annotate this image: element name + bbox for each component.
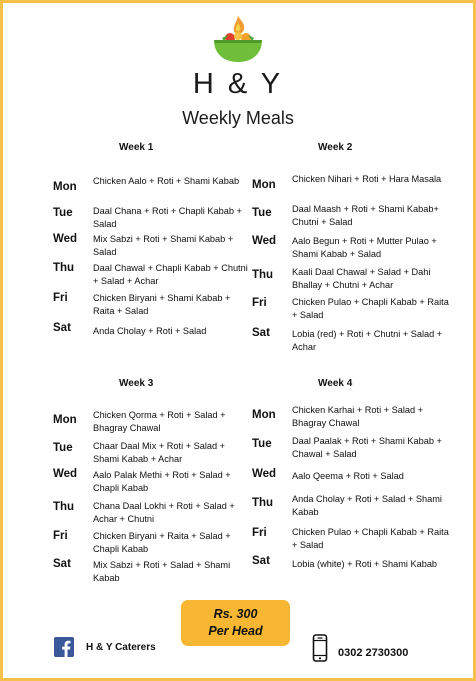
meal-text: Chicken Biryani + Shami Kabab + Raita + Salad bbox=[93, 293, 231, 316]
meal-text: Daal Chana + Roti + Chapli Kabab + Salad bbox=[93, 206, 242, 229]
meal-text: Aalo Qeema + Roti + Salad bbox=[292, 471, 404, 481]
meal-text: Chicken Qorma + Roti + Salad + Bhagray Chawal bbox=[93, 410, 226, 433]
day-label: Thu bbox=[252, 497, 274, 509]
day-label: Thu bbox=[53, 501, 75, 513]
meal-text: Mix Sabzi + Roti + Shami Kabab + Salad bbox=[93, 234, 234, 257]
meal-text: Anda Cholay + Roti + Salad bbox=[93, 326, 207, 336]
week-title: Week 4 bbox=[318, 378, 353, 389]
day-label: Thu bbox=[53, 262, 75, 274]
week-title: Week 1 bbox=[119, 142, 154, 153]
day-label: Mon bbox=[53, 181, 77, 193]
day-label: Tue bbox=[53, 207, 73, 219]
day-label: Thu bbox=[252, 269, 274, 281]
meal-text: Chicken Pulao + Chapli Kabab + Raita + Salad bbox=[292, 297, 449, 320]
day-label: Sat bbox=[252, 327, 270, 339]
meal-text: Chaar Daal Mix + Roti + Salad + Shami Kabab + Achar bbox=[93, 441, 226, 464]
week-title: Week 2 bbox=[318, 142, 353, 153]
day-label: Mon bbox=[252, 409, 276, 421]
meal-text: Chicken Karhai + Roti + Salad + Bhagray Chawal bbox=[292, 405, 423, 428]
day-label: Fri bbox=[252, 297, 267, 309]
day-label: Sat bbox=[53, 322, 71, 334]
meal-text: Chicken Aalo + Roti + Shami Kabab bbox=[93, 176, 240, 186]
day-label: Fri bbox=[53, 292, 68, 304]
week-title: Week 3 bbox=[119, 378, 154, 389]
day-label: Sat bbox=[53, 558, 71, 570]
facebook-page-name[interactable]: H & Y Caterers bbox=[86, 642, 156, 653]
meal-text: Aalo Palak Methi + Roti + Salad + Chapli Kabab bbox=[93, 470, 231, 493]
day-label: Wed bbox=[53, 233, 78, 245]
meal-text: Chicken Pulao + Chapli Kabab + Raita + Salad bbox=[292, 527, 449, 550]
price-badge bbox=[181, 600, 290, 646]
brand-title: H & Y bbox=[192, 68, 284, 100]
day-label: Tue bbox=[53, 442, 73, 454]
day-label: Mon bbox=[53, 414, 77, 426]
day-label: Mon bbox=[252, 179, 276, 191]
day-label: Tue bbox=[252, 438, 272, 450]
day-label: Wed bbox=[252, 468, 277, 480]
price-amount: Rs. 300 bbox=[213, 607, 258, 621]
price-unit: Per Head bbox=[208, 624, 263, 638]
day-label: Fri bbox=[252, 527, 267, 539]
meal-text: Daal Maash + Roti + Shami Kabab+ Chutni + Salad bbox=[292, 204, 439, 227]
meal-text: Aalo Begun + Roti + Mutter Pulao + Shami Kabab + Salad bbox=[292, 236, 437, 259]
bowl-logo-icon bbox=[208, 14, 268, 66]
facebook-icon[interactable] bbox=[54, 637, 74, 657]
day-label: Wed bbox=[53, 468, 78, 480]
meal-text: Lobia (white) + Roti + Shami Kabab bbox=[292, 559, 438, 569]
day-label: Sat bbox=[252, 555, 270, 567]
meal-text: Kaali Daal Chawal + Salad + Dahi Bhallay + Chutni + Achar bbox=[292, 267, 431, 290]
meal-text: Daal Paalak + Roti + Shami Kabab + Chawal + Salad bbox=[292, 436, 442, 459]
day-label: Tue bbox=[252, 207, 272, 219]
mobile-phone-icon bbox=[312, 634, 328, 662]
phone-number[interactable]: 0302 2730300 bbox=[338, 647, 409, 659]
meal-text: Chana Daal Lokhi + Roti + Salad + Achar + Chutni bbox=[93, 501, 235, 524]
meal-text: Anda Cholay + Roti + Salad + Shami Kabab bbox=[292, 494, 442, 517]
meal-text: Mix Sabzi + Roti + Salad + Shami Kabab bbox=[93, 560, 231, 583]
meal-text: Chicken Biryani + Raita + Salad + Chapli Kabab bbox=[93, 531, 231, 554]
day-label: Wed bbox=[252, 235, 277, 247]
day-label: Fri bbox=[53, 530, 68, 542]
meal-text: Daal Chawal + Chapli Kabab + Chutni + Salad + Achar bbox=[93, 263, 248, 286]
meal-text: Lobia (red) + Roti + Chutni + Salad + Achar bbox=[292, 329, 443, 352]
meal-text: Chicken Nihari + Roti + Hara Masala bbox=[292, 174, 442, 184]
menu-subtitle: Weekly Meals bbox=[182, 108, 294, 128]
